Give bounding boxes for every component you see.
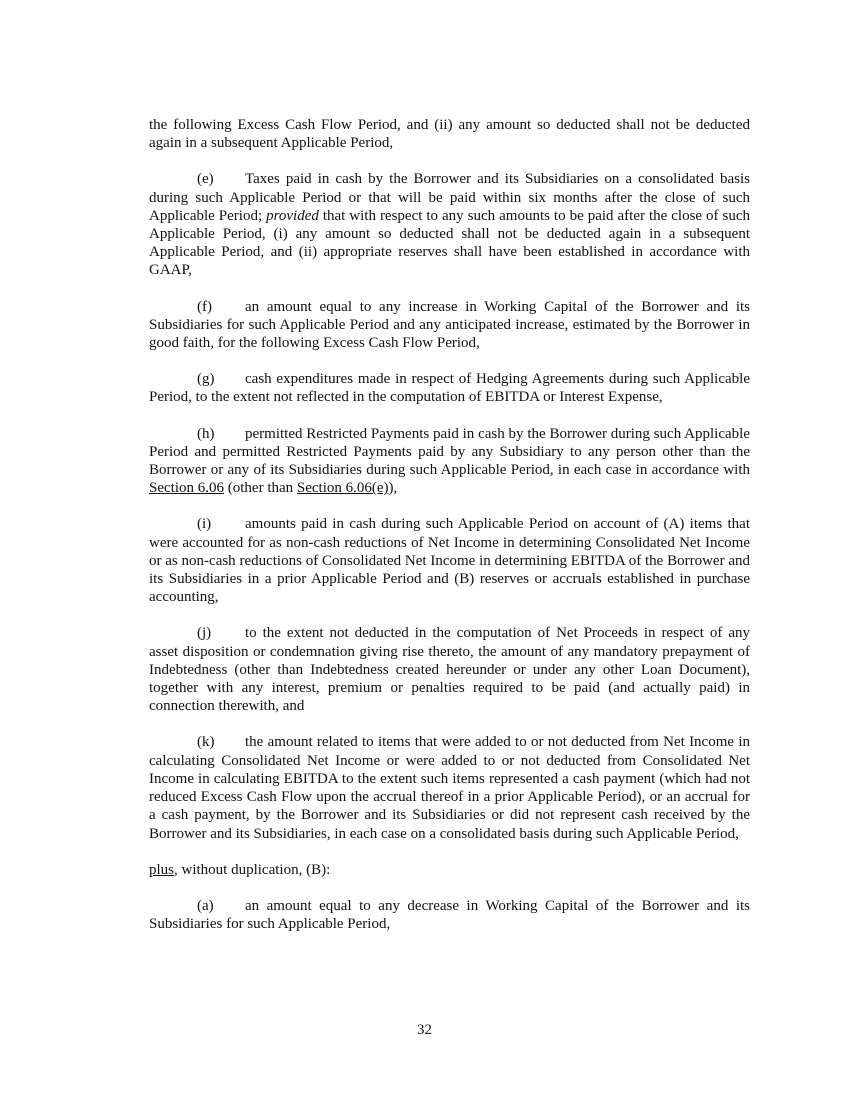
document-page: [149, 116, 750, 951]
section-reference-6-06: Section 6.06: [149, 480, 224, 497]
clause-e-text-2: that with respect to any such amounts to be paid after the close of such Applicable Period, (i) any amount so deducted shall not be deducted again in a subsequent Applicable Period, and (ii) appropriate reserves shall have been established in accordance with GAAP,: [149, 207, 751, 279]
clause-h-text-3: ),: [388, 480, 398, 497]
clause-e-provided: provided: [266, 207, 319, 224]
opening-paragraph: the following Excess Cash Flow Period, and (ii) any amount so deducted shall not be deducted again in a subsequent Applicable Period,: [149, 117, 750, 152]
clause-g: [149, 370, 750, 406]
clause-h-text-1: permitted Restricted Payments paid in cash by the Borrower during such Applicable Period and permitted Restricted Payments paid by any Subsidiary to any person other than the Borrower or any of its Subsidiaries during such Applicable Period, in each case in accordance with: [149, 425, 750, 479]
clause-f-text: an amount equal to any increase in Working Capital of the Borrower and its Subsidiaries for such Applicable Period and any anticipated increase, estimated by the Borrower in good faith, for the following Excess Cash Flow Period,: [149, 298, 750, 352]
clause-e-label: (e): [197, 171, 214, 188]
clause-j-text: to the extent not deducted in the computation of Net Proceeds in respect of any asset disposition or condemnation giving rise thereto, the amount of any mandatory prepayment of Indebtedness (other than Indebtedness created hereunder or under any other Loan Document), together with any interest, premium or penalties required to be paid (and actually paid) in connection therewith, and: [149, 625, 750, 715]
page-number: 32: [417, 1022, 432, 1038]
clause-g-label: (g): [197, 371, 215, 388]
clause-g-text: cash expenditures made in respect of Hedging Agreements during such Applicable Period, to the extent not reflected in the computation of EBITDA or Interest Expense,: [149, 371, 750, 406]
clause-k-text: the amount related to items that were added to or not deducted from Net Income in calculating Consolidated Net Income or were added to or not deducted from Consolidated Net Income in calculating EBITDA to the extent such items represented a cash payment (which had not reduced Excess Cash Flow upon the accrual thereof in a prior Applicable Period), or an accrual for a cash payment, by the Borrower and its Subsidiaries or did not represent cash received by the Borrower and its Subsidiaries, in each case on a consolidated basis during such Applicable Period,: [149, 734, 750, 842]
clause-f: [149, 298, 750, 353]
plus-underlined: plus: [149, 861, 175, 878]
plus-rest: , without duplication, (B):: [174, 861, 331, 878]
plus-line: [149, 861, 750, 879]
clause-i: [149, 515, 750, 606]
clause-a-plus-text: an amount equal to any decrease in Working Capital of the Borrower and its Subsidiaries for such Applicable Period,: [149, 897, 750, 933]
clause-e-text-1: Taxes paid in cash by the Borrower and its Subsidiaries on a consolidated basis during such Applicable Period or that will be paid within six months after the close of such Applicable Period;: [149, 171, 750, 224]
clause-h-label: (h): [197, 425, 215, 442]
clause-k-label: (k): [197, 734, 215, 751]
clause-i-label: (i): [197, 516, 212, 533]
section-reference-6-06-e: Section 6.06(e): [296, 480, 389, 497]
clause-i-text: amounts paid in cash during such Applicable Period on account of (A) items that were accounted for as non-cash reductions of Net Income in determining Consolidated Net Income or as non-cash reductions of Consolidated Net Income in determining EBITDA of the Borrower and its Subsidiaries in a prior Applicable Period and (B) reserves or accruals established in purchase accounting,: [149, 516, 750, 606]
clause-j-label: (j): [197, 625, 212, 642]
clause-a-plus-label: (a): [197, 897, 214, 914]
clause-e: [149, 170, 750, 279]
clause-j: [149, 624, 750, 715]
clause-k: [149, 733, 750, 842]
clause-h: [149, 425, 750, 498]
clause-h-text-2: (other than: [224, 480, 297, 497]
clause-f-label: (f): [197, 298, 212, 315]
clause-a-plus: [149, 897, 750, 933]
